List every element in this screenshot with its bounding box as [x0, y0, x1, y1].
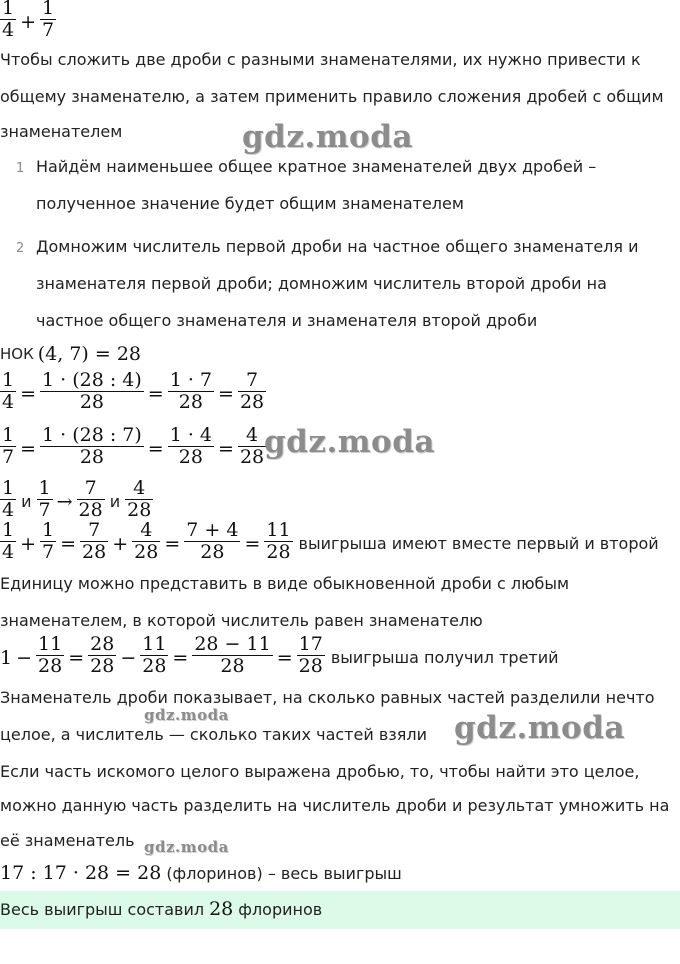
step-1-line-2: полученное значение будет общим знаменателем	[36, 194, 464, 213]
denominator-rule-line-1: Знаменатель дроби показывает, на сколько равных частей разделили нечто	[0, 688, 655, 707]
step-2-line-3: частное общего знаменателя и знаменателя второй дроби	[36, 311, 538, 330]
difference-line: 1 − $\frac{11}{28}$ = $\frac{28}{28}$ − $\frac{11}{28}$ = $\frac{28 - 11}{28}$ = $\frac{17}{28}$ выигрыша получил третий	[0, 633, 559, 677]
calculation-text: (флоринов) – весь выигрыш	[166, 863, 402, 883]
unit-line-2: знаменателем, в которой числитель равен знаменателю	[0, 611, 483, 630]
whole-rule-line-1: Если часть искомого целого выражена дробью, то, чтобы найти это целое,	[0, 762, 640, 781]
whole-rule-line-2: можно данную часть разделить на числитель дроби и результат умножить на	[0, 796, 670, 815]
step-number: 1	[16, 161, 25, 176]
answer-suffix: флоринов	[238, 899, 323, 919]
lcm-expression: (4, 7) = 28	[37, 343, 142, 365]
lcm-label: НОК	[0, 345, 34, 363]
intro-line-1: Чтобы сложить две дроби с разными знаменателями, их нужно привести к	[0, 50, 641, 69]
denominator-rule-line-2: целое, а числитель — сколько таких частей взяли	[0, 725, 427, 744]
watermark: gdz.moda	[264, 424, 435, 460]
answer-line	[0, 898, 322, 920]
calculation-line	[0, 862, 402, 884]
difference-text: выигрыша получил третий	[330, 648, 559, 667]
lcm-line	[0, 343, 141, 365]
whole-rule-line-3: её знаменатель	[0, 831, 135, 850]
answer-value: 28	[209, 898, 234, 920]
fraction: $\frac{1}{4}$	[2, 0, 15, 41]
equation-second-fraction: $\frac{1}{7}$ = $\frac{1 \cdot (28 : 7)}{28}$ = $\frac{1 \cdot 4}{28}$ = $\frac{4}{28}$	[2, 424, 265, 468]
watermark: gdz.moda	[454, 710, 625, 746]
sum-line: $\frac{1}{4}$ + $\frac{1}{7}$ = $\frac{7}{28}$ + $\frac{4}{28}$ = $\frac{7 + 4}{28}$ = $\frac{11}{28}$ выигрыша имеют вместе первый и второй	[2, 519, 659, 563]
step-2-line-2: знаменателя первой дроби; домножим числитель второй дроби на	[36, 274, 607, 293]
header-expression: $\frac{1}{4}$ + $\frac{1}{7}$	[2, 0, 55, 41]
answer-prefix: Весь выигрыш составил	[0, 899, 205, 919]
watermark: gdz.moda	[144, 838, 229, 856]
step-2-line-1: Домножим числитель первой дроби на частное общего знаменателя и	[36, 237, 639, 256]
intro-line-3: знаменателем	[0, 122, 123, 141]
intro-line-2: общему знаменателю, а затем применить правило сложения дробей с общим	[0, 87, 664, 106]
step-number: 2	[16, 241, 25, 256]
step-1-line-1: Найдём наименьшее общее кратное знаменателей двух дробей –	[36, 157, 597, 176]
equation-first-fraction: $\frac{1}{4}$ = $\frac{1 \cdot (28 : 4)}{28}$ = $\frac{1 \cdot 7}{28}$ = $\frac{7}{28}$	[2, 369, 265, 413]
watermark: gdz.moda	[242, 119, 413, 155]
fraction: $\frac{1}{7}$	[42, 0, 55, 41]
sum-text: выигрыша имеют вместе первый и второй	[298, 534, 659, 553]
watermark: gdz.moda	[144, 706, 229, 724]
unit-line-1: Единицу можно представить в виде обыкновенной дроби с любым	[0, 574, 570, 593]
calculation-expression: 17 : 17 · 28 = 28	[0, 862, 162, 884]
conversion-line: $\frac{1}{4}$ и $\frac{1}{7}$ → $\frac{7}{28}$ и $\frac{4}{28}$	[2, 477, 152, 521]
